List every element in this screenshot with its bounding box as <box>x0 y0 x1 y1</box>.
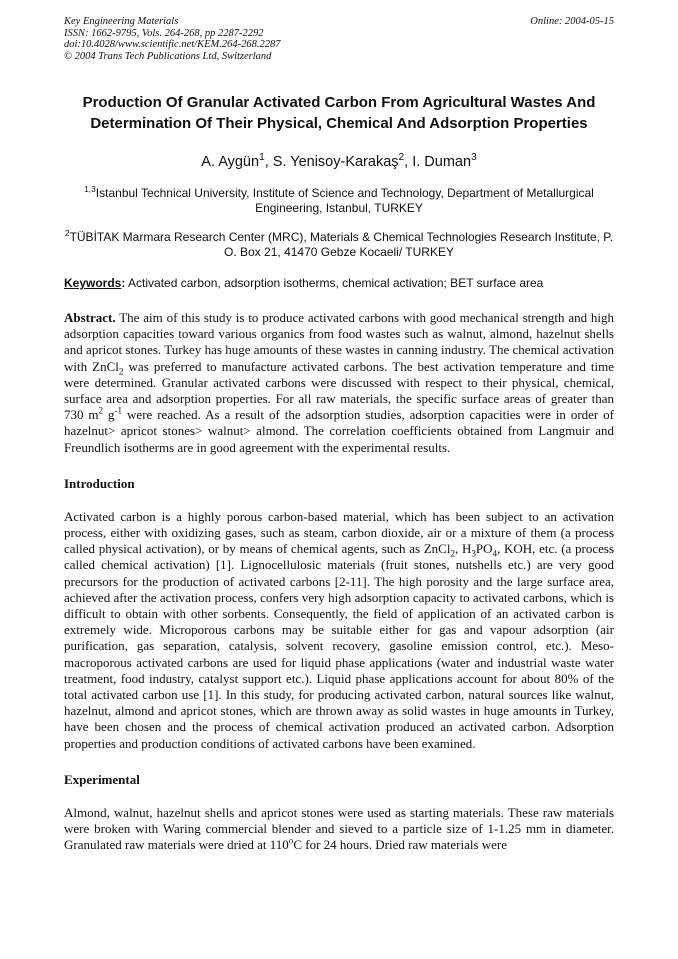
affiliation-2 <box>64 230 614 260</box>
issn-line: ISSN: 1662-9795, Vols. 264-268, pp 2287-2292 <box>64 27 264 39</box>
intro-sub-3: 4 <box>492 548 498 559</box>
abstract-text-3: g <box>103 407 115 423</box>
keywords-text: Activated carbon, adsorption isotherms, chemical activation; BET surface area <box>128 276 544 290</box>
author-3: I. Duman <box>412 154 472 170</box>
author-1-sup: 1 <box>259 152 265 164</box>
copyright-line: © 2004 Trans Tech Publications Ltd, Switzerland <box>64 50 272 62</box>
exp-sup-1: o <box>288 835 294 846</box>
abstract-text-4: were reached. As a result of the adsorption studies, adsorption capacities were in order of hazelnut> apricot stones> walnut> almond. The correlation coefficients obtained from Langmuir and Freundlich isotherms are in good agreement with the experimental results. <box>64 407 614 455</box>
intro-sub-2: 3 <box>471 548 476 559</box>
paper-page <box>64 16 614 853</box>
abstract-sub-1: 2 <box>118 366 124 377</box>
intro-sub-1: 2 <box>450 548 456 559</box>
doi-line: doi:10.4028/www.scientific.net/KEM.264-268.2287 <box>64 39 281 50</box>
author-2: S. Yenisoy-Karakaş <box>272 154 399 170</box>
abstract <box>64 310 614 456</box>
keywords-label: Keywords <box>64 276 122 290</box>
intro-text-2: , H <box>455 541 472 557</box>
introduction-text <box>64 509 614 752</box>
intro-text-1: Activated carbon is a highly porous carbon-based material, which has been subject to an activation process, either with oxidizing gases, such as steam, carbon dioxide, air or a mixture of them (a process called physical activation), or by means of chemical agents, such as ZnCl <box>64 508 614 557</box>
abstract-text-2: was preferred to manufacture activated carbons. The best activation temperature and time were determined. Granular activated carbons were discussed with respect to their physical, chemical, surface area and adsorption properties. For all raw materials, the specific surface areas of greater than 730 m <box>64 358 614 423</box>
affiliation-1 <box>64 186 614 216</box>
affiliation-2-sup: 2 <box>64 228 70 238</box>
abstract-text-1: The aim of this study is to produce activated carbons with good mechanical strength and high adsorption capacities toward various organics from food wastes such as walnut, almond, hazelnut shells and apricot stones. Turkey has huge amounts of these wastes in canning industry. The chemical activation with ZnCl <box>64 310 615 374</box>
exp-text-1: Almond, walnut, hazelnut shells and apricot stones were used as starting materials. These raw materials were broken with Waring commercial blender and sieved to a particle size of 1-1.25 mm in diameter. Granulated raw materials were dried at 110 <box>64 804 614 853</box>
author-2-sup: 2 <box>398 152 405 164</box>
paper-title <box>64 92 614 134</box>
abstract-sup-1: 2 <box>98 405 104 416</box>
intro-text-3: PO <box>475 541 493 557</box>
author-3-sup: 3 <box>471 152 477 164</box>
intro-text-4: , KOH, etc. (a process called chemical activation) [1]. Lignocellulosic materials (fruit stones, nutshells etc.) are very good precursors for the production of activated carbons [2-11]. The high porosity and the large surface area, achieved after the activation process, confers very high adsorption capacity to activated carbons, which is difficult to obtain with other sorbents. Consequently, the field of application of an activated carbon is extremely wide. Microporous carbons may be suitable either for gas and vapour adsorption (air purification, gas separation, catalysis, solvent recovery, gasoline emission control, etc.). Meso-macroporous activated carbons are used for liquid phase applications (water and industrial waste water treatment, food industry, catalyst support etc.). Liquid phase applications account for about 80% of the total activated carbon use [1]. In this study, for producing activated carbon, natural sources like walnut, hazelnut, almond and apricot stones, which are thrown away as solid wastes in huge amounts in Turkey, have been chosen and the process of chemical activation produced an activated carbon. Adsorption properties and production conditions of activated carbons have been examined. <box>64 541 615 751</box>
exp-text-2: C for 24 hours. Dried raw materials were <box>293 837 508 853</box>
affiliation-1-text: Istanbul Technical University, Institute of Science and Technology, Department of Metallurgical Engineering, Istanbul, TURKEY <box>95 186 594 215</box>
title-line-1: Production Of Granular Activated Carbon From Agricultural Wastes And <box>82 94 596 111</box>
journal-name: Key Engineering Materials <box>64 16 179 27</box>
journal-header <box>64 16 614 62</box>
author-list: A. Aygün$^1$, S. Yenisoy-Karakaş$^2$, I. Duman$^3$ <box>201 152 477 170</box>
introduction-heading: Introduction <box>64 475 135 491</box>
author-1: A. Aygün <box>201 154 260 170</box>
affiliation-2-text: TÜBİTAK Marmara Research Center (MRC), Materials & Chemical Technologies Research Institute, P. O. Box 21, 41470 Gebze Kocaeli/ TURKEY <box>69 230 614 259</box>
keywords: Keywords: Activated carbon, adsorption isotherms, chemical activation; BET surface area <box>64 276 544 290</box>
experimental-heading: Experimental <box>64 771 140 787</box>
abstract-sup-2: -1 <box>114 405 123 416</box>
title-line-2: Determination Of Their Physical, Chemical And Adsorption Properties <box>90 115 588 132</box>
affiliation-1-sup: 1,3 <box>84 184 96 194</box>
abstract-label: Abstract. <box>64 310 116 325</box>
online-date: Online: 2004-05-15 <box>530 16 614 27</box>
experimental-text <box>64 805 614 854</box>
